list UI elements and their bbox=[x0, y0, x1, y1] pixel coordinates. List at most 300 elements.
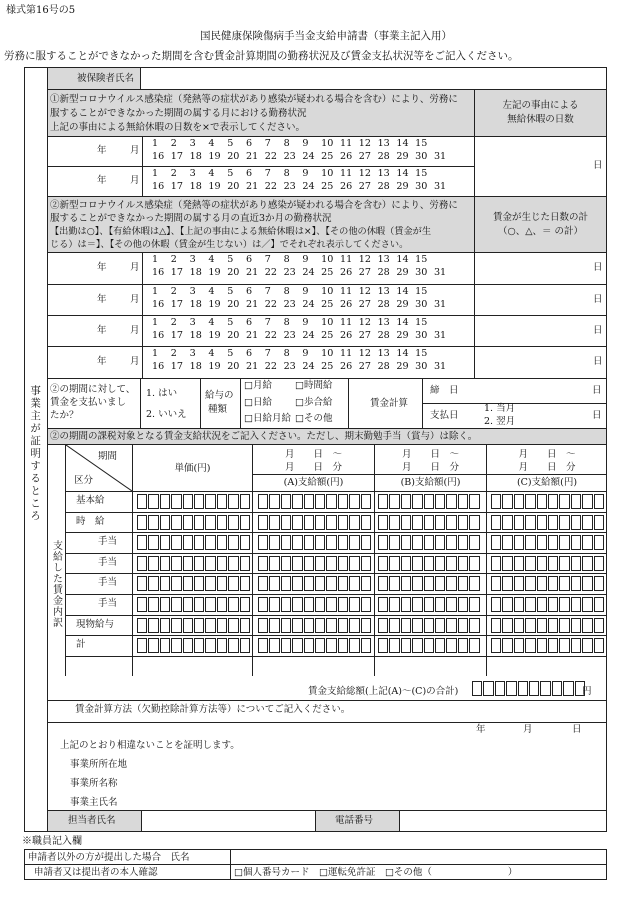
identity-options[interactable]: □個人番号カード □運転免許証 □その他（ ） bbox=[234, 867, 518, 878]
calendar-day[interactable]: 19 bbox=[208, 181, 221, 192]
calendar-day[interactable]: 1 bbox=[152, 286, 159, 297]
calendar-day[interactable]: 11 bbox=[339, 348, 353, 359]
sec2-line1: ②新型コロナウイルス感染症（発熱等の症状があり感染が疑われる場合を含む）により、労務に bbox=[50, 200, 458, 211]
opt-commission[interactable]: □歩合給 bbox=[295, 397, 333, 408]
amount-input-cells[interactable] bbox=[378, 556, 481, 571]
calendar-day[interactable]: 29 bbox=[396, 361, 409, 372]
calendar-day[interactable]: 13 bbox=[377, 138, 390, 149]
calendar-day[interactable]: 15 bbox=[415, 168, 428, 179]
calendar-day[interactable]: 10 bbox=[321, 168, 334, 179]
sec2-line2: 服することができなかった期間の属する月の直近3か月の勤務状況 bbox=[50, 213, 332, 224]
calendar-day[interactable]: 3 bbox=[189, 138, 196, 149]
calendar-day[interactable]: 16 bbox=[152, 181, 165, 192]
amount-input-cells[interactable] bbox=[491, 576, 605, 591]
pay-kind-label-1: 給与の bbox=[205, 390, 234, 401]
payday-next-month[interactable]: 2. 翌月 bbox=[484, 416, 516, 427]
col-c-date-from: 月 日 ～ bbox=[518, 449, 576, 460]
side-label: 事業主が証明するところ bbox=[29, 385, 42, 523]
calendar-day[interactable]: 30 bbox=[415, 361, 428, 372]
calendar-day[interactable]: 31 bbox=[433, 181, 447, 192]
calendar-day[interactable]: 29 bbox=[396, 181, 409, 192]
calendar-day[interactable]: 25 bbox=[321, 151, 334, 162]
calendar-day[interactable]: 3 bbox=[189, 286, 196, 297]
calendar-day[interactable]: 14 bbox=[396, 317, 409, 328]
opt-daily-monthly[interactable]: □日給月給 bbox=[244, 413, 291, 424]
sec1-line2: 服することができなかった期間の属する月における勤務状況 bbox=[50, 108, 307, 119]
calendar-day[interactable]: 30 bbox=[415, 151, 428, 162]
calendar-day[interactable]: 20 bbox=[227, 299, 240, 310]
calendar-day[interactable]: 19 bbox=[208, 267, 221, 278]
calendar-day[interactable]: 22 bbox=[264, 267, 277, 278]
calendar-day[interactable]: 11 bbox=[339, 286, 353, 297]
calendar-day[interactable]: 22 bbox=[264, 330, 277, 341]
calendar-day[interactable]: 7 bbox=[264, 138, 271, 149]
calendar-day[interactable]: 19 bbox=[208, 299, 221, 310]
calendar-day[interactable]: 24 bbox=[302, 267, 315, 278]
calendar-day[interactable]: 7 bbox=[264, 317, 271, 328]
calendar-day[interactable]: 5 bbox=[227, 286, 234, 297]
month-label: 月 bbox=[130, 356, 140, 367]
calendar-day[interactable]: 28 bbox=[377, 361, 390, 372]
calendar-day[interactable]: 21 bbox=[245, 267, 259, 278]
calendar-day[interactable]: 2 bbox=[170, 317, 177, 328]
wage-row-label: 基本給 bbox=[76, 495, 105, 506]
calendar-day[interactable]: 16 bbox=[152, 361, 165, 372]
calendar-day[interactable]: 7 bbox=[264, 286, 271, 297]
total-label: 賃金支給総額(上記(A)～(C)の合計) bbox=[308, 686, 459, 697]
calendar-day[interactable]: 15 bbox=[415, 138, 428, 149]
calendar-day[interactable]: 18 bbox=[189, 330, 202, 341]
calendar-day[interactable]: 10 bbox=[321, 138, 334, 149]
calendar-day[interactable]: 3 bbox=[189, 317, 196, 328]
calendar-day[interactable]: 26 bbox=[339, 361, 353, 372]
calendar-day[interactable]: 12 bbox=[358, 168, 371, 179]
calendar-day[interactable]: 17 bbox=[170, 330, 184, 341]
calendar-day[interactable]: 10 bbox=[321, 348, 334, 359]
sec3-header: ②の期間の課税対象となる賃金支給状況をご記入ください。ただし、期末勤勉手当（賞与）は除く。 bbox=[50, 431, 478, 442]
sec1-right2: 無給休暇の日数 bbox=[507, 114, 574, 125]
identity-label: 申請者又は提出者の本人確認 bbox=[34, 867, 158, 878]
calendar-day[interactable]: 31 bbox=[433, 330, 447, 341]
calendar-day[interactable]: 1 bbox=[152, 168, 159, 179]
calendar-day[interactable]: 23 bbox=[283, 151, 296, 162]
year-label: 年 bbox=[97, 262, 107, 273]
sec2-line4: じる）は＝】、【その他の休暇（賃金が生じない）は／】でそれぞれ表示してください。 bbox=[50, 239, 409, 250]
month-label: 月 bbox=[130, 145, 140, 156]
calendar-day[interactable]: 18 bbox=[189, 181, 202, 192]
calendar-day[interactable]: 20 bbox=[227, 330, 240, 341]
calendar-day[interactable]: 6 bbox=[245, 286, 253, 297]
calendar-day[interactable]: 4 bbox=[208, 138, 215, 149]
calendar-day[interactable]: 30 bbox=[415, 267, 428, 278]
calendar-day[interactable]: 5 bbox=[227, 254, 234, 265]
calendar-day[interactable]: 9 bbox=[302, 317, 309, 328]
wage-row-label: 現物給与 bbox=[76, 618, 115, 630]
payday-this-month[interactable]: 1. 当月 bbox=[484, 403, 516, 414]
calendar-day[interactable]: 25 bbox=[321, 181, 334, 192]
calendar-day[interactable]: 4 bbox=[208, 286, 215, 297]
day-unit: 日 bbox=[593, 262, 603, 273]
form-title: 国民健康保険傷病手当金支給申請書（事業主記入用） bbox=[200, 30, 452, 42]
sec2-line3: 【出勤は○】、【有給休暇は△】、【上記の事由による無給休暇は×】、【その他の休暇（賃金が生 bbox=[50, 226, 432, 237]
calendar-day[interactable]: 29 bbox=[396, 299, 409, 310]
sec2-right1: 賃金が生じた日数の計 bbox=[492, 212, 588, 223]
wage-row-label: 手当 bbox=[98, 577, 118, 589]
calendar-day[interactable]: 8 bbox=[283, 286, 290, 297]
calendar-day[interactable]: 4 bbox=[208, 317, 215, 328]
calendar-day[interactable]: 12 bbox=[358, 317, 371, 328]
calendar-day[interactable]: 1 bbox=[152, 254, 159, 265]
calendar-day[interactable]: 9 bbox=[302, 138, 309, 149]
calendar-day[interactable]: 18 bbox=[189, 267, 202, 278]
amount-input-cells[interactable] bbox=[137, 597, 251, 612]
calendar-day[interactable]: 21 bbox=[245, 330, 259, 341]
calendar-day[interactable]: 6 bbox=[245, 317, 253, 328]
calendar-day[interactable]: 26 bbox=[339, 151, 353, 162]
calendar-day[interactable]: 24 bbox=[302, 181, 315, 192]
calendar-day[interactable]: 3 bbox=[189, 254, 196, 265]
calendar-day[interactable]: 6 bbox=[245, 138, 253, 149]
calendar-day[interactable]: 15 bbox=[415, 317, 428, 328]
opt-daily[interactable]: □日給 bbox=[244, 397, 272, 408]
calendar-day[interactable]: 31 bbox=[433, 267, 447, 278]
calendar-day[interactable]: 8 bbox=[283, 168, 290, 179]
calendar-day[interactable]: 9 bbox=[302, 168, 309, 179]
calendar-day[interactable]: 21 bbox=[245, 151, 259, 162]
calendar-day[interactable]: 2 bbox=[170, 286, 177, 297]
calendar-day[interactable]: 27 bbox=[358, 330, 371, 341]
day-unit: 日 bbox=[593, 356, 603, 367]
calendar-day[interactable]: 9 bbox=[302, 286, 309, 297]
sec1-right1: 左記の事由による bbox=[502, 100, 579, 111]
calendar-day[interactable]: 15 bbox=[415, 254, 428, 265]
calendar-day[interactable]: 5 bbox=[227, 138, 234, 149]
pay-kind-label-2: 種類 bbox=[208, 404, 228, 415]
phone-label: 電話番号 bbox=[335, 815, 374, 826]
calendar-day[interactable]: 25 bbox=[321, 330, 334, 341]
calendar-day[interactable]: 29 bbox=[396, 330, 409, 341]
calendar-day[interactable]: 22 bbox=[264, 299, 277, 310]
paid-yes-option[interactable]: 1. はい bbox=[146, 388, 178, 399]
calendar-day[interactable]: 19 bbox=[208, 151, 221, 162]
amount-input-cells[interactable] bbox=[137, 494, 251, 509]
pay-question-2: 賃金を支払いまし bbox=[50, 397, 127, 408]
certify-text: 上記のとおり相違ないことを証明します。 bbox=[60, 740, 240, 751]
amount-input-cells[interactable] bbox=[137, 576, 251, 591]
opt-other[interactable]: □その他 bbox=[295, 413, 333, 424]
calendar-day[interactable]: 6 bbox=[245, 168, 253, 179]
amount-input-cells[interactable] bbox=[491, 556, 605, 571]
cert-month: 月 bbox=[523, 724, 533, 735]
calendar-day[interactable]: 13 bbox=[377, 286, 390, 297]
calendar-day[interactable]: 13 bbox=[377, 254, 390, 265]
col-c-header: (C)支給額(円) bbox=[516, 477, 578, 488]
calendar-day[interactable]: 15 bbox=[415, 286, 428, 297]
insured-name-label: 被保険者氏名 bbox=[77, 73, 135, 84]
month-label: 月 bbox=[130, 324, 140, 336]
total-amount-cells[interactable] bbox=[472, 681, 586, 696]
calendar-day[interactable]: 31 bbox=[433, 299, 447, 310]
calendar-day[interactable]: 23 bbox=[283, 299, 296, 310]
opt-monthly[interactable]: □月給 bbox=[244, 380, 272, 391]
wage-row-label: 時 給 bbox=[76, 515, 105, 527]
pay-question-3: たか？ bbox=[50, 410, 79, 421]
paid-no-option[interactable]: 2. いいえ bbox=[146, 409, 187, 420]
calendar-day[interactable]: 27 bbox=[358, 267, 371, 278]
calendar-day[interactable]: 16 bbox=[152, 151, 165, 162]
calendar-day[interactable]: 18 bbox=[189, 151, 202, 162]
calendar-day[interactable]: 2 bbox=[170, 168, 177, 179]
calendar-day[interactable]: 17 bbox=[170, 361, 184, 372]
calendar-day[interactable]: 25 bbox=[321, 267, 334, 278]
calendar-day[interactable]: 28 bbox=[377, 267, 390, 278]
calendar-day[interactable]: 22 bbox=[264, 361, 277, 372]
wage-calc-label: 賃金計算 bbox=[370, 398, 409, 409]
col-b-header: (B)支給額(円) bbox=[400, 477, 461, 488]
calendar-day[interactable]: 28 bbox=[377, 181, 390, 192]
calendar-day[interactable]: 13 bbox=[377, 317, 390, 328]
wage-row-label: 手当 bbox=[98, 556, 118, 568]
amount-input-cells[interactable] bbox=[378, 494, 481, 509]
calendar-day[interactable]: 2 bbox=[170, 348, 177, 359]
calendar-day[interactable]: 11 bbox=[339, 168, 353, 179]
calendar-day[interactable]: 12 bbox=[358, 138, 371, 149]
amount-input-cells[interactable] bbox=[378, 597, 481, 612]
year-label: 年 bbox=[97, 293, 107, 305]
amount-input-cells[interactable] bbox=[378, 638, 481, 653]
calendar-day[interactable]: 20 bbox=[227, 361, 240, 372]
amount-input-cells[interactable] bbox=[258, 576, 372, 591]
payday-unit: 日 bbox=[592, 410, 602, 421]
calendar-day[interactable]: 7 bbox=[264, 168, 271, 179]
amount-input-cells[interactable] bbox=[491, 535, 605, 550]
calendar-day[interactable]: 30 bbox=[415, 330, 428, 341]
sec1-line1: ①新型コロナウイルス感染症（発熱等の症状があり感染が疑われる場合を含む）により、労務に bbox=[50, 94, 458, 105]
calendar-day[interactable]: 23 bbox=[283, 267, 296, 278]
calendar-day[interactable]: 11 bbox=[339, 138, 353, 149]
calendar-day[interactable]: 22 bbox=[264, 181, 277, 192]
closing-day-label: 締 日 bbox=[430, 385, 459, 396]
staff-name-label: 担当者氏名 bbox=[68, 815, 116, 826]
calendar-day[interactable]: 6 bbox=[245, 254, 253, 265]
amount-input-cells[interactable] bbox=[378, 535, 481, 550]
year-label: 年 bbox=[97, 356, 107, 367]
calendar-day[interactable]: 24 bbox=[302, 299, 315, 310]
calendar-day[interactable]: 5 bbox=[227, 317, 234, 328]
amount-input-cells[interactable] bbox=[137, 556, 251, 571]
calendar-day[interactable]: 11 bbox=[339, 317, 353, 328]
wage-row-label: 手当 bbox=[98, 598, 118, 609]
insured-name-input[interactable] bbox=[141, 68, 606, 89]
calendar-day[interactable]: 2 bbox=[170, 254, 177, 265]
day-unit: 日 bbox=[593, 324, 603, 336]
calendar-day[interactable]: 7 bbox=[264, 348, 271, 359]
calendar-day[interactable]: 25 bbox=[321, 299, 334, 310]
calendar-day[interactable]: 23 bbox=[283, 181, 296, 192]
wage-breakdown-label: 支給した賃金内訳 bbox=[50, 540, 62, 628]
calendar-day[interactable]: 16 bbox=[152, 299, 165, 310]
unit-price-header: 単価(円) bbox=[174, 463, 211, 474]
calendar-day[interactable]: 26 bbox=[339, 267, 353, 278]
calendar-day[interactable]: 12 bbox=[358, 286, 371, 297]
amount-input-cells[interactable] bbox=[491, 618, 605, 633]
amount-input-cells[interactable] bbox=[137, 535, 251, 550]
calendar-day[interactable]: 14 bbox=[396, 286, 409, 297]
calendar-day[interactable]: 6 bbox=[245, 348, 253, 359]
calendar-day[interactable]: 12 bbox=[358, 254, 371, 265]
calendar-day[interactable]: 14 bbox=[396, 254, 409, 265]
calendar-day[interactable]: 1 bbox=[152, 138, 159, 149]
calendar-day[interactable]: 24 bbox=[302, 361, 315, 372]
submitter-label: 申請者以外の方が提出した場合 氏名 bbox=[28, 852, 190, 863]
calendar-day[interactable]: 2 bbox=[170, 138, 177, 149]
category-label: 区分 bbox=[74, 475, 94, 486]
amount-input-cells[interactable] bbox=[491, 494, 605, 509]
calendar-day[interactable]: 14 bbox=[396, 138, 409, 149]
calendar-day[interactable]: 21 bbox=[245, 181, 259, 192]
calendar-day[interactable]: 23 bbox=[283, 330, 296, 341]
calendar-day[interactable]: 10 bbox=[321, 317, 334, 328]
calendar-day[interactable]: 5 bbox=[227, 348, 234, 359]
calendar-day[interactable]: 17 bbox=[170, 299, 184, 310]
calendar-day[interactable]: 4 bbox=[208, 168, 215, 179]
calendar-day[interactable]: 10 bbox=[321, 254, 334, 265]
calendar-day[interactable]: 21 bbox=[245, 299, 259, 310]
year-label: 年 bbox=[97, 324, 107, 336]
owner-name-label: 事業主氏名 bbox=[70, 797, 118, 808]
calendar-day[interactable]: 27 bbox=[358, 151, 371, 162]
calendar-day[interactable]: 13 bbox=[377, 348, 390, 359]
month-label: 月 bbox=[130, 293, 140, 305]
amount-input-cells[interactable] bbox=[491, 515, 605, 530]
calendar-day[interactable]: 17 bbox=[170, 267, 184, 278]
calendar-day[interactable]: 19 bbox=[208, 330, 221, 341]
calendar-day[interactable]: 30 bbox=[415, 181, 428, 192]
amount-input-cells[interactable] bbox=[258, 535, 372, 550]
calendar-day[interactable]: 5 bbox=[227, 168, 234, 179]
calendar-day[interactable]: 14 bbox=[396, 348, 409, 359]
col-a-date-to: 月 日 分 bbox=[284, 462, 342, 473]
calendar-day[interactable]: 10 bbox=[321, 286, 334, 297]
calendar-day[interactable]: 8 bbox=[283, 348, 290, 359]
calendar-day[interactable]: 18 bbox=[189, 299, 202, 310]
calendar-day[interactable]: 15 bbox=[415, 348, 428, 359]
amount-input-cells[interactable] bbox=[491, 597, 605, 612]
amount-input-cells[interactable] bbox=[378, 515, 481, 530]
sec2-right2: （○、△、＝ の計） bbox=[497, 226, 584, 237]
day-unit: 日 bbox=[593, 293, 603, 305]
calendar-day[interactable]: 28 bbox=[377, 330, 390, 341]
office-name-label: 事業所名称 bbox=[70, 778, 118, 789]
form-number: 様式第16号の5 bbox=[6, 5, 76, 16]
amount-input-cells[interactable] bbox=[258, 494, 372, 509]
calendar-day[interactable]: 7 bbox=[264, 254, 271, 265]
calendar-day[interactable]: 29 bbox=[396, 267, 409, 278]
calendar-day[interactable]: 1 bbox=[152, 348, 159, 359]
calendar-day[interactable]: 26 bbox=[339, 330, 353, 341]
instruction: 労務に服することができなかった期間を含む賃金計算期間の勤務状況及び賃金支払状況等をご記入ください。 bbox=[4, 50, 519, 62]
amount-input-cells[interactable] bbox=[378, 618, 481, 633]
period-label: 期間 bbox=[98, 451, 118, 462]
calendar-day[interactable]: 28 bbox=[377, 151, 390, 162]
calendar-day[interactable]: 14 bbox=[396, 168, 409, 179]
amount-input-cells[interactable] bbox=[378, 576, 481, 591]
amount-input-cells[interactable] bbox=[137, 515, 251, 530]
opt-hourly[interactable]: □時間給 bbox=[295, 380, 333, 391]
amount-input-cells[interactable] bbox=[491, 638, 605, 653]
amount-input-cells[interactable] bbox=[258, 515, 372, 530]
calendar-day[interactable]: 30 bbox=[415, 299, 428, 310]
amount-input-cells[interactable] bbox=[137, 638, 251, 653]
col-c-date-to: 月 日 分 bbox=[518, 462, 576, 473]
amount-input-cells[interactable] bbox=[258, 597, 372, 612]
calendar-day[interactable]: 8 bbox=[283, 317, 290, 328]
amount-input-cells[interactable] bbox=[137, 618, 251, 633]
calendar-day[interactable]: 1 bbox=[152, 317, 159, 328]
calendar-day[interactable]: 20 bbox=[227, 151, 240, 162]
day-unit: 日 bbox=[593, 160, 603, 171]
calendar-day[interactable]: 9 bbox=[302, 254, 309, 265]
calendar-day[interactable]: 26 bbox=[339, 299, 353, 310]
calendar-day[interactable]: 13 bbox=[377, 168, 390, 179]
calendar-day[interactable]: 3 bbox=[189, 348, 196, 359]
col-b-date-from: 月 日 ～ bbox=[401, 449, 459, 460]
calendar-day[interactable]: 26 bbox=[339, 181, 353, 192]
calendar-day[interactable]: 28 bbox=[377, 299, 390, 310]
calendar-day[interactable]: 27 bbox=[358, 361, 371, 372]
calendar-day[interactable]: 8 bbox=[283, 254, 290, 265]
calendar-day[interactable]: 21 bbox=[245, 361, 259, 372]
month-label: 月 bbox=[130, 175, 140, 186]
calendar-day[interactable]: 31 bbox=[433, 361, 447, 372]
calendar-day[interactable]: 24 bbox=[302, 151, 315, 162]
calendar-day[interactable]: 27 bbox=[358, 299, 371, 310]
wage-row-label: 手当 bbox=[98, 536, 118, 548]
calendar-day[interactable]: 23 bbox=[283, 361, 296, 372]
calendar-day[interactable]: 9 bbox=[302, 348, 309, 359]
calendar-day[interactable]: 24 bbox=[302, 330, 315, 341]
wage-row-label: 計 bbox=[76, 639, 86, 651]
calendar-day[interactable]: 3 bbox=[189, 168, 196, 179]
calendar-day[interactable]: 19 bbox=[208, 361, 221, 372]
calendar-day[interactable]: 27 bbox=[358, 181, 371, 192]
calendar-day[interactable]: 8 bbox=[283, 138, 290, 149]
amount-input-cells[interactable] bbox=[258, 638, 372, 653]
calendar-day[interactable]: 17 bbox=[170, 181, 184, 192]
calendar-day[interactable]: 29 bbox=[396, 151, 409, 162]
col-a-date-from: 月 日 ～ bbox=[284, 449, 342, 460]
calendar-day[interactable]: 18 bbox=[189, 361, 202, 372]
calendar-day[interactable]: 4 bbox=[208, 254, 215, 265]
calendar-day[interactable]: 16 bbox=[152, 267, 165, 278]
calendar-day[interactable]: 20 bbox=[227, 181, 240, 192]
col-b-date-to: 月 日 分 bbox=[401, 462, 459, 473]
year-label: 年 bbox=[97, 175, 107, 186]
calendar-day[interactable]: 25 bbox=[321, 361, 334, 372]
amount-input-cells[interactable] bbox=[258, 556, 372, 571]
calendar-day[interactable]: 20 bbox=[227, 267, 240, 278]
amount-input-cells[interactable] bbox=[258, 618, 372, 633]
cert-year: 年 bbox=[476, 724, 486, 735]
calendar-day[interactable]: 22 bbox=[264, 151, 277, 162]
calendar-day[interactable]: 12 bbox=[358, 348, 371, 359]
calendar-day[interactable]: 4 bbox=[208, 348, 215, 359]
cert-day: 日 bbox=[572, 724, 582, 735]
calendar-day[interactable]: 11 bbox=[339, 254, 353, 265]
calendar-day[interactable]: 31 bbox=[433, 151, 447, 162]
calendar-day[interactable]: 16 bbox=[152, 330, 165, 341]
calendar-day[interactable]: 17 bbox=[170, 151, 184, 162]
